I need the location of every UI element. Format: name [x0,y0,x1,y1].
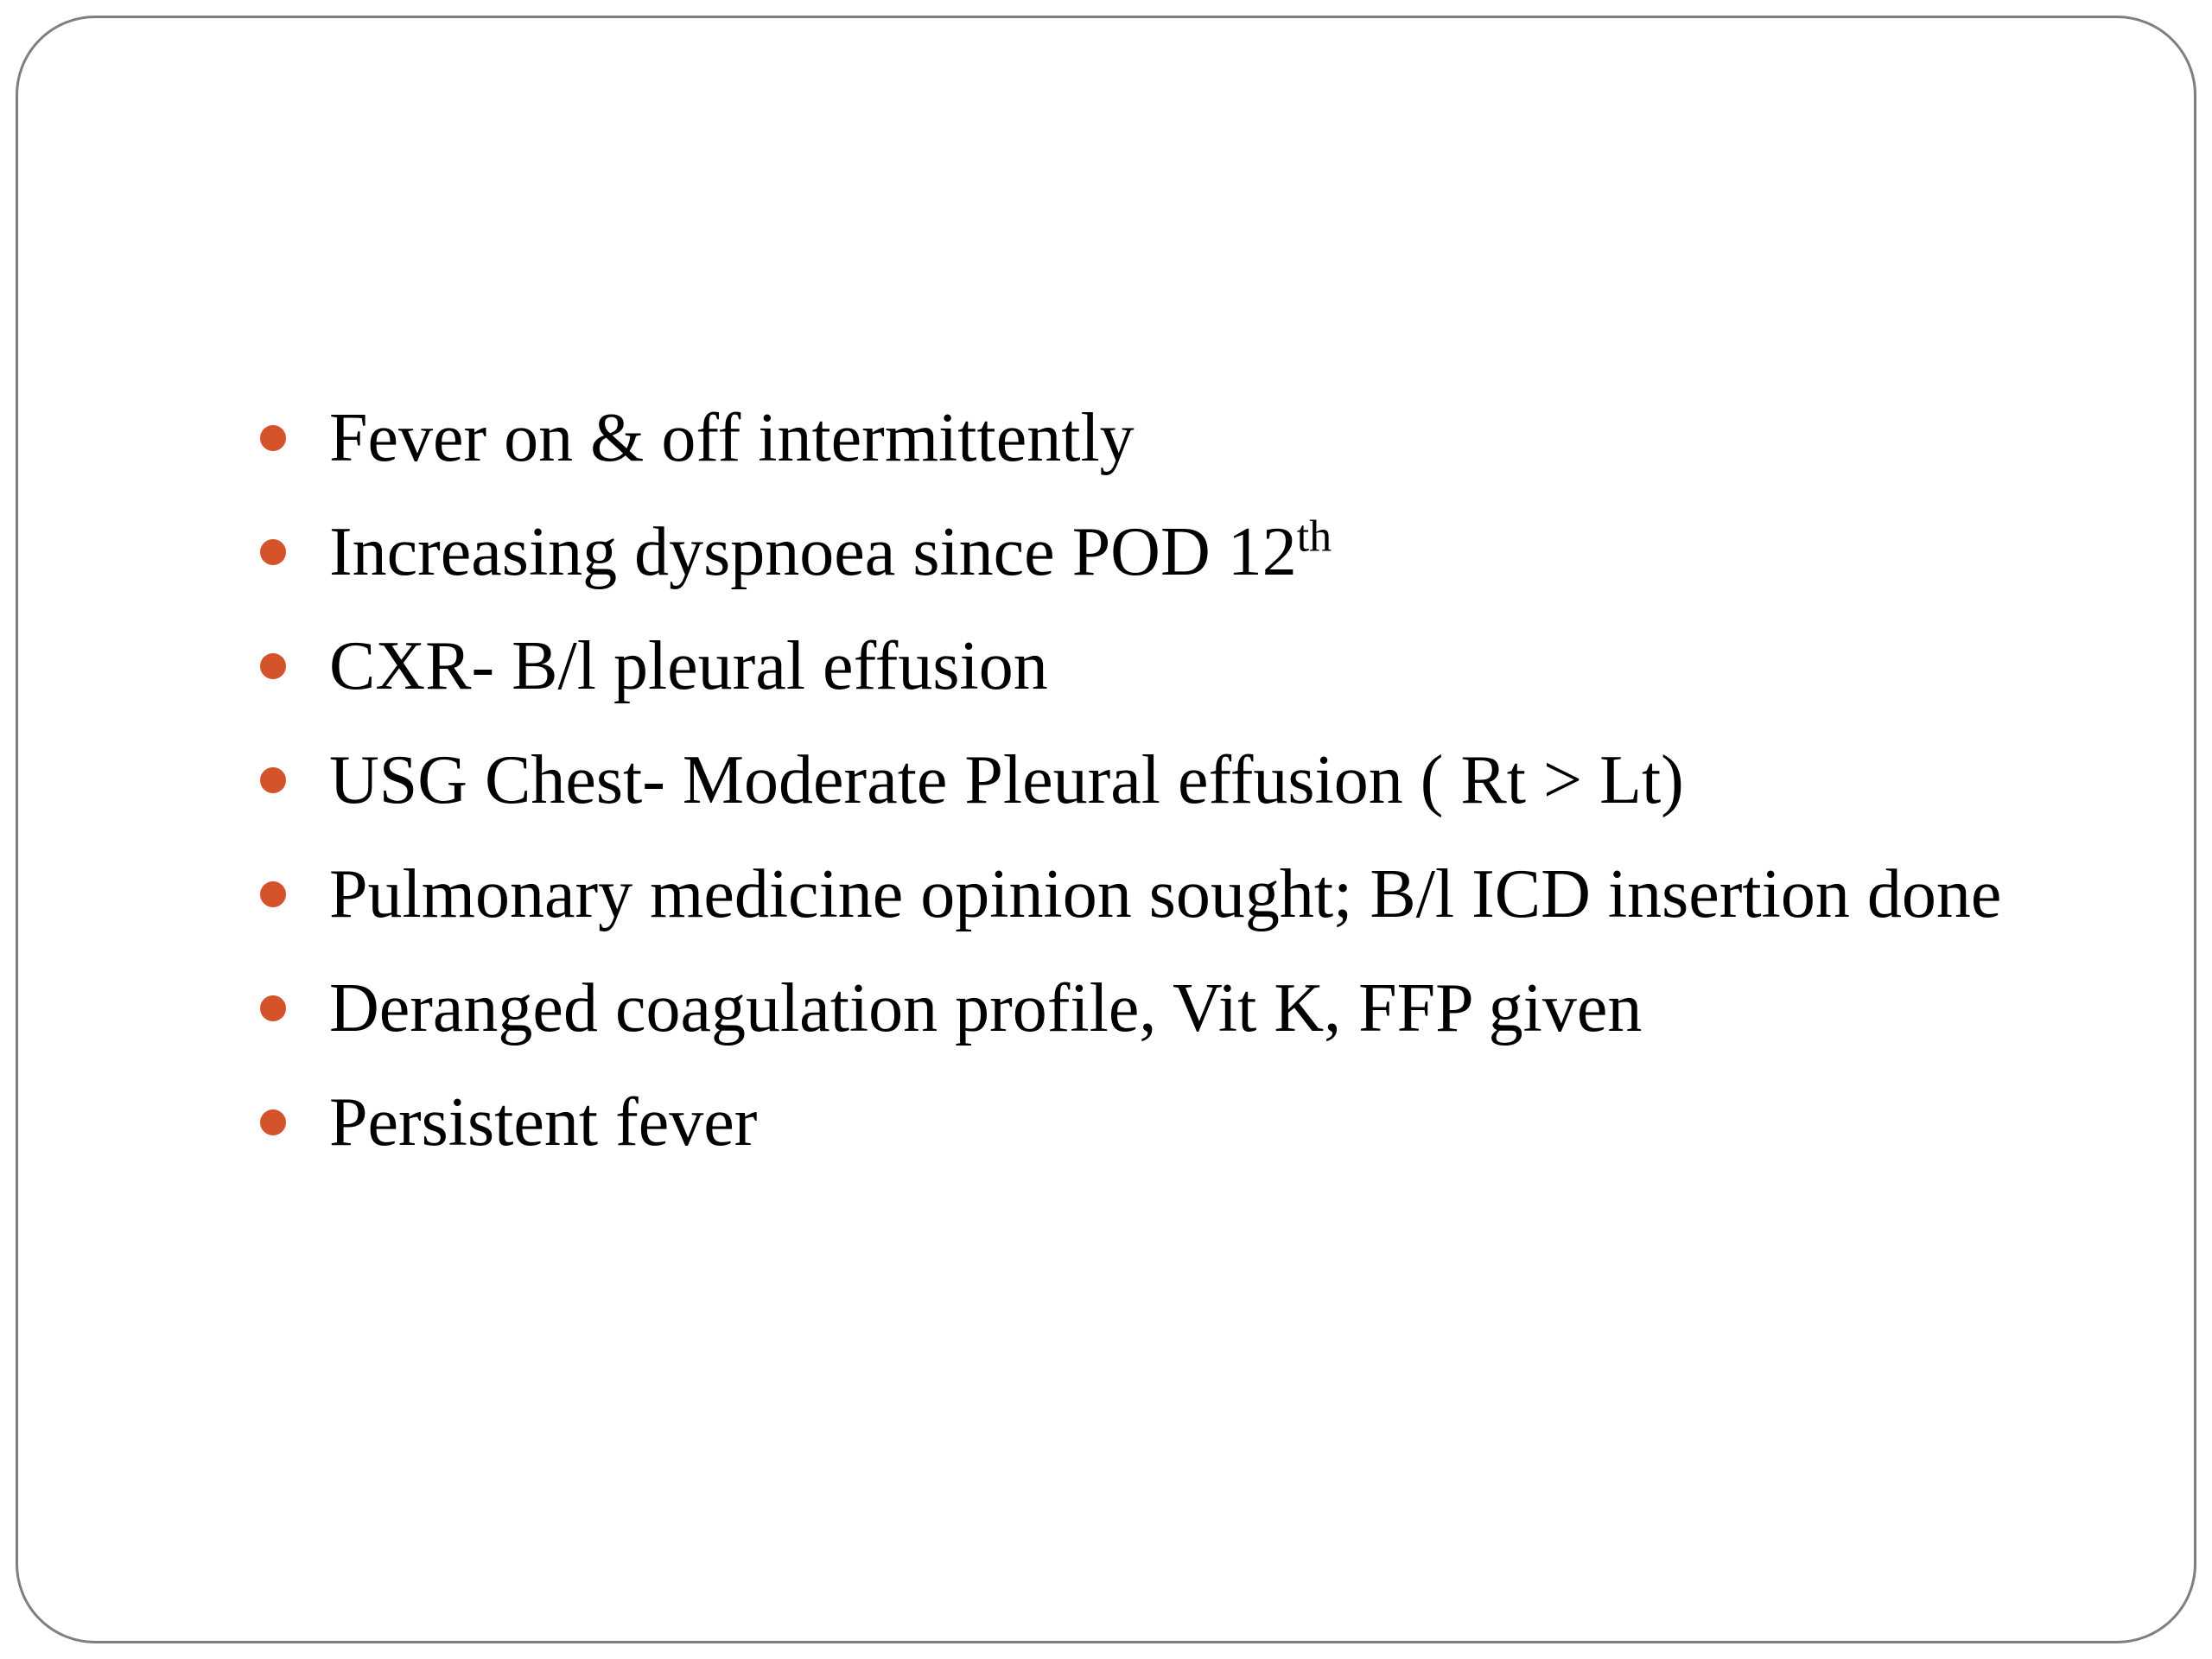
bullet-text: Persistent fever [329,1084,758,1160]
bullet-text: Deranged coagulation profile, Vit K, FFP given [329,969,1643,1046]
bullet-dot-icon [260,539,286,565]
bullet-text: Fever on & off intermittently [329,399,1135,476]
bullet-dot-icon [260,653,286,679]
bullet-text-with-superscript [329,513,1332,592]
bullet-text: USG Chest- Moderate Pleural effusion ( Rt > Lt) [329,741,1684,818]
bullet-dot-icon [260,995,286,1021]
bullet-dot-icon [260,767,286,793]
bullet-text: CXR- B/l pleural effusion [329,627,1048,704]
bullet-text: Increasing dyspnoea since POD 12 [329,513,1297,590]
bullet-text: Pulmonary medicine opinion sought; B/l ICD insertion done [329,855,2002,932]
bullet-dot-icon [260,881,286,907]
slide-frame [16,16,2196,1643]
bullet-dot-icon [260,1109,286,1135]
superscript: th [1296,511,1332,561]
bullet-dot-icon [260,425,286,451]
